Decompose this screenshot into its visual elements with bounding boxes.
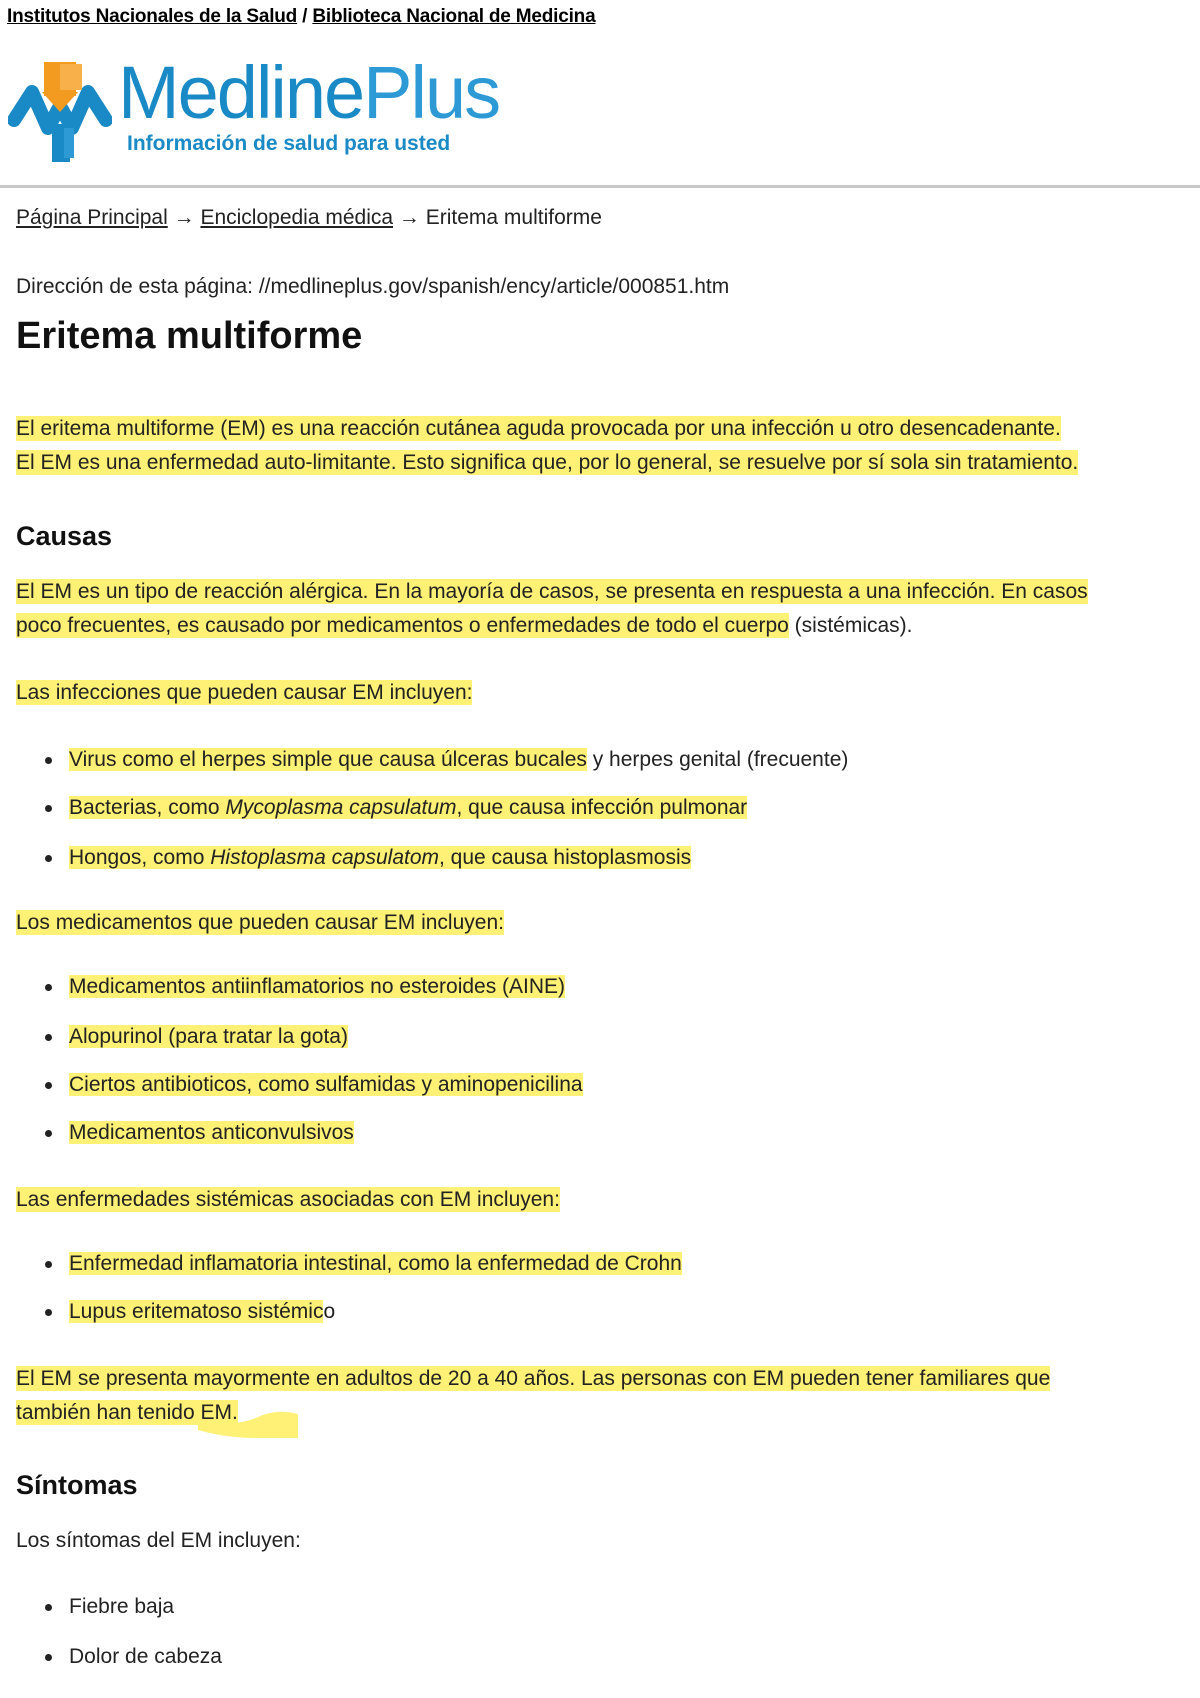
bullet-icon — [45, 855, 52, 862]
bullet-icon — [45, 1309, 52, 1316]
age-line-2: también han tenido EM. — [16, 1401, 238, 1424]
age-line-1: El EM se presenta mayormente en adultos de 20 a 40 años. Las personas con EM pueden tener familiares que — [16, 1367, 1051, 1390]
symptoms-list — [16, 1590, 1166, 1674]
causes-systemic-text: (sistémicas). — [788, 614, 913, 637]
infections-intro — [16, 676, 1186, 710]
infection-bacteria-prefix: Bacterias, como — [69, 796, 226, 819]
infection-bacteria-species: Mycoplasma capsulatum — [225, 796, 457, 819]
meds-intro-text: Los medicamentos que pueden causar EM incluyen: — [16, 911, 504, 934]
list-item — [16, 1247, 1166, 1281]
med-item-text: Ciertos antibioticos, como sulfamidas y aminopenicilina — [69, 1073, 583, 1096]
list-item — [16, 970, 1166, 1004]
symptoms-intro: Los síntomas del EM incluyen: — [16, 1529, 301, 1552]
intro-paragraph — [16, 412, 1186, 480]
bullet-icon — [45, 1261, 52, 1268]
medlineplus-logo-icon — [8, 62, 112, 166]
bullet-icon — [45, 1604, 52, 1611]
systemic-item-text: Lupus eritematoso sistémic — [69, 1300, 324, 1323]
institutes-link[interactable]: Institutos Nacionales de la Salud — [7, 6, 298, 27]
page-address-label: Dirección de esta página: — [16, 275, 259, 298]
bullet-icon — [45, 757, 52, 764]
systemic-item-tail: o — [323, 1300, 336, 1323]
med-item-text: Alopurinol (para tratar la gota) — [69, 1025, 348, 1048]
causes-infection-text: En la mayoría de casos, se presenta en respuesta a una infección. En casos poco frecuentes, es causado por medicamentos o enfermedades de todo el cuerpo — [16, 580, 1088, 637]
header-divider — [0, 185, 1200, 188]
infection-fungi-text — [69, 846, 691, 869]
breadcrumb — [16, 206, 602, 230]
meds-list — [16, 970, 1166, 1150]
intro-line-1: El eritema multiforme (EM) es una reacción cutánea aguda provocada por una infección u otro desencadenante. — [16, 417, 1061, 440]
symptom-item-text: Fiebre baja — [69, 1595, 175, 1618]
infections-intro-text: Las infecciones que pueden causar EM incluyen: — [16, 681, 473, 704]
bullet-icon — [45, 1654, 52, 1661]
breadcrumb-encyclopedia-link[interactable]: Enciclopedia médica — [200, 206, 394, 229]
breadcrumb-arrow: → — [393, 206, 426, 229]
infections-list — [16, 743, 1166, 875]
highlighter-stroke — [196, 1404, 302, 1440]
infection-bacteria-suffix: , que causa infección pulmonar — [456, 796, 748, 819]
infection-fungi-suffix: , que causa histoplasmosis — [439, 846, 692, 869]
systemic-intro-text: Las enfermedades sistémicas asociadas con EM incluyen: — [16, 1188, 560, 1211]
list-item — [16, 1068, 1166, 1102]
list-item — [16, 791, 1166, 825]
bullet-icon — [45, 1082, 52, 1089]
intro-line-2: El EM es una enfermedad auto-limitante. Esto significa que, por lo general, se resuelve por sí sola sin tratamiento. — [16, 451, 1079, 474]
bullet-icon — [45, 805, 52, 812]
logo-plus: Plus — [363, 51, 500, 134]
symptoms-heading: Síntomas — [16, 1470, 138, 1500]
breadcrumb-home-link[interactable]: Página Principal — [16, 206, 168, 229]
infection-bacteria-text — [69, 796, 747, 819]
symptom-item-text: Dolor de cabeza — [69, 1645, 222, 1668]
systemic-intro — [16, 1183, 1186, 1217]
list-item — [16, 1590, 1166, 1624]
list-item — [16, 1116, 1166, 1150]
breadcrumb-current: Eritema multiforme — [425, 206, 602, 229]
page-address — [16, 275, 729, 299]
list-item — [16, 841, 1166, 875]
breadcrumb-arrow: → — [167, 206, 201, 229]
list-item — [16, 1020, 1166, 1054]
infection-fungi-prefix: Hongos, como — [69, 846, 211, 869]
bullet-icon — [45, 1130, 52, 1137]
causes-paragraph — [16, 575, 1136, 643]
bullet-icon — [45, 1034, 52, 1041]
causes-heading: Causas — [16, 521, 113, 551]
infection-virus-text: Virus como el herpes simple que causa úlceras bucales — [69, 748, 587, 771]
logo-wordmark — [118, 51, 500, 134]
list-item — [16, 1640, 1166, 1674]
systemic-list — [16, 1247, 1166, 1329]
logo-tagline: Información de salud para usted — [127, 132, 451, 155]
medlineplus-logo[interactable] — [8, 51, 500, 166]
list-item — [16, 743, 1166, 777]
causes-allergy-text: El EM es un tipo de reacción alérgica. — [16, 580, 369, 603]
age-paragraph — [16, 1362, 1186, 1430]
library-link[interactable]: Biblioteca Nacional de Medicina — [312, 6, 596, 27]
meds-intro — [16, 906, 1186, 940]
institutes-header — [7, 6, 595, 28]
page-address-url: //medlineplus.gov/spanish/ency/article/000851.htm — [258, 275, 730, 298]
page-title: Eritema multiforme — [16, 315, 363, 357]
header-separator: / — [297, 6, 313, 27]
bullet-icon — [45, 984, 52, 991]
infection-fungi-species: Histoplasma capsulatom — [210, 846, 440, 869]
logo-medline: Medline — [118, 51, 364, 134]
med-item-text: Medicamentos antiinflamatorios no esteroides (AINE) — [69, 975, 566, 998]
infection-virus-note: y herpes genital (frecuente) — [586, 748, 849, 771]
med-item-text: Medicamentos anticonvulsivos — [69, 1121, 354, 1144]
systemic-item-text: Enfermedad inflamatoria intestinal, como la enfermedad de Crohn — [69, 1252, 682, 1275]
list-item — [16, 1295, 1166, 1329]
